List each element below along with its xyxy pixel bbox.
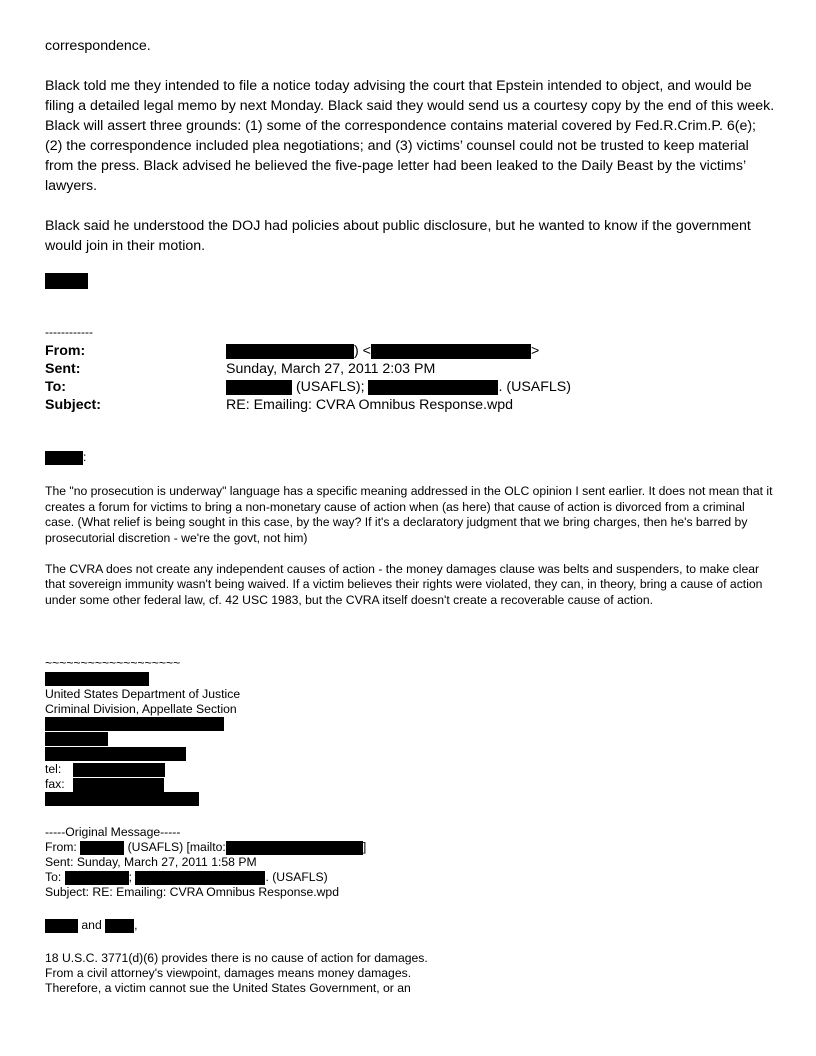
separator: ------------ xyxy=(45,325,93,339)
redacted-email-address xyxy=(45,792,199,806)
original-greeting xyxy=(45,918,138,934)
original-to-sep: ; xyxy=(128,870,136,884)
signature-fax xyxy=(45,777,164,793)
redacted-greeting-1 xyxy=(45,919,78,933)
intro-paragraph-2: Black said he understood the DOJ had policies about public disclosure, but he wanted to know if the government would join in their motion. xyxy=(45,218,751,254)
signature-tilde: ~~~~~~~~~~~~~~~~~~~ xyxy=(45,656,181,670)
original-divider: -----Original Message----- xyxy=(45,825,181,839)
body-paragraph-2: The CVRA does not create any independent causes of action - the money damages clause was belts and suspenders, to make clear that sovereign immunity wasn't being waived. If a victim believes their rights were violated, they can, in theory, bring a cause of action under some other federal law, cf. 42 USC 1983, but the CVRA itself doesn't create a recoverable cause of action. xyxy=(45,561,763,607)
original-from-close: ] xyxy=(362,840,367,854)
to-label: To: xyxy=(45,379,67,395)
redacted-greeting-name xyxy=(45,451,83,465)
redacted-fax xyxy=(73,778,164,792)
redacted-to-2 xyxy=(368,380,498,395)
original-from-mid: (USAFLS) [mailto: xyxy=(124,840,226,854)
tel-label: tel: xyxy=(45,762,62,776)
redacted-from-email xyxy=(371,344,531,359)
sent-label: Sent: xyxy=(45,361,81,377)
original-line-2: From a civil attorney's viewpoint, damages means money damages. xyxy=(45,966,412,980)
signature-department: United States Department of Justice xyxy=(45,687,241,701)
signature-tel xyxy=(45,762,165,778)
greeting-comma: , xyxy=(134,918,138,932)
redacted-address-3 xyxy=(45,747,186,761)
body-block xyxy=(45,484,775,608)
original-to xyxy=(45,870,328,886)
from-close: > xyxy=(530,343,540,359)
redacted-address-1 xyxy=(45,717,224,731)
greeting-colon: : xyxy=(83,450,87,464)
sent-value: Sunday, March 27, 2011 2:03 PM xyxy=(226,361,436,377)
greeting-and: and xyxy=(78,918,106,932)
to-part-2: . (USAFLS) xyxy=(498,379,571,395)
to-value xyxy=(226,377,571,397)
redacted-original-to-2 xyxy=(135,871,265,885)
subject-value: RE: Emailing: CVRA Omnibus Response.wpd xyxy=(226,397,514,413)
subject-label: Subject: xyxy=(45,397,101,413)
original-to-label: To: xyxy=(45,870,65,884)
from-value xyxy=(226,341,539,361)
from-paren: ) < xyxy=(354,343,371,359)
from-label: From: xyxy=(45,343,86,359)
body-paragraph-1: The "no prosecution is underway" language has a specific meaning addressed in the OLC opinion I sent earlier. It does not mean that it creates a forum for victims to bring a non-monetary cause of action when (as here) that cause of action is divorced from a criminal case. (What relief is being sought in this case, by the way? If it's a declaratory judgment that we bring charges, then he's barred by prosecutorial discretion - we're the govt, not him) xyxy=(45,484,773,545)
original-sent: Sent: Sunday, March 27, 2011 1:58 PM xyxy=(45,855,257,869)
redacted-signoff xyxy=(45,273,88,289)
redacted-address-2 xyxy=(45,732,108,746)
redacted-from-name xyxy=(226,344,354,359)
redacted-to-1 xyxy=(226,380,292,395)
redacted-original-to-1 xyxy=(65,871,129,885)
fax-label: fax: xyxy=(45,777,65,791)
redacted-original-mailto xyxy=(226,841,363,855)
original-from xyxy=(45,840,366,856)
to-part-1: (USAFLS); xyxy=(292,379,369,395)
original-line-1: 18 U.S.C. 3771(d)(6) provides there is no cause of action for damages. xyxy=(45,951,428,965)
original-subject: Subject: RE: Emailing: CVRA Omnibus Response.wpd xyxy=(45,885,339,899)
intro-block xyxy=(45,36,775,256)
original-line-3: Therefore, a victim cannot sue the United States Government, or an xyxy=(45,981,411,995)
intro-fragment: correspondence. xyxy=(45,38,151,54)
redacted-greeting-2 xyxy=(105,919,134,933)
signature-division: Criminal Division, Appellate Section xyxy=(45,702,237,716)
original-from-label: From: xyxy=(45,840,81,854)
redacted-original-from xyxy=(80,841,124,855)
intro-paragraph-1: Black told me they intended to file a notice today advising the court that Epstein intended to object, and would be filing a detailed legal memo by next Monday. Black said they would send us a courtesy copy by the end of this week. Black will assert three grounds: (1) some of the correspondence contains material covered by Fed.R.Crim.P. 6(e); (2) the correspondence included plea negotiations; and (3) victims’ counsel could not be trusted to keep material from the press. Black advised he believed the five-page letter had been leaked to the Daily Beast by the victims’ lawyers. xyxy=(45,78,775,194)
redacted-signer-name xyxy=(45,672,149,686)
original-to-end: . (USAFLS) xyxy=(265,870,328,884)
redacted-tel xyxy=(73,763,165,777)
body-greeting xyxy=(45,450,86,466)
